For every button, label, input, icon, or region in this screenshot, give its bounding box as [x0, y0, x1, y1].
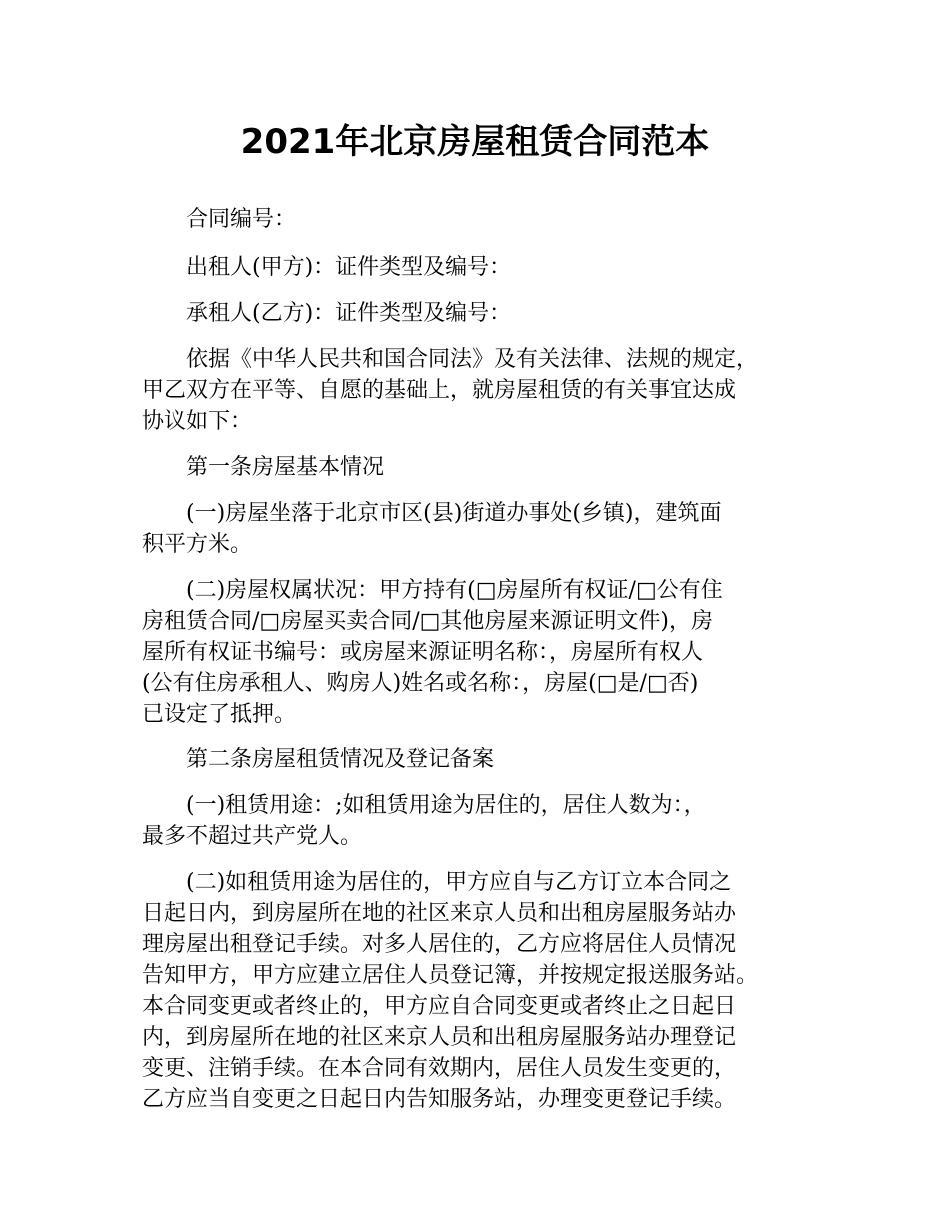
article-2-item-2-line-7: 变更、注销手续。在本合同有效期内，居住人员发生变更的， — [142, 1056, 737, 1081]
article-1-item-2-line-1: (二)房屋权属状况：甲方持有(□房屋所有权证/□公有住 — [186, 578, 723, 603]
article-1-item-2-line-4: (公有住房承租人、购房人)姓名或名称：，房屋(□是/□否) — [142, 671, 699, 696]
article-1-item-2-line-5: 已设定了抵押。 — [142, 702, 297, 727]
document-title: 2021年北京房屋租赁合同范本 — [240, 122, 710, 162]
lessee-line: 承租人(乙方)：证件类型及编号： — [186, 301, 512, 326]
article-1-item-2-line-2: 房租赁合同/□房屋买卖合同/□其他房屋来源证明文件)，房 — [142, 609, 713, 634]
article-1-item-2-line-3: 屋所有权证书编号：或房屋来源证明名称：，房屋所有权人 — [142, 640, 704, 665]
preamble-line-2: 甲乙双方在平等、自愿的基础上，就房屋租赁的有关事宜达成 — [142, 378, 737, 403]
article-2-heading: 第二条房屋租赁情况及登记备案 — [186, 747, 495, 772]
article-2-item-2-line-8: 乙方应当自变更之日起日内告知服务站，办理变更登记手续。 — [142, 1087, 737, 1112]
article-2-item-1-line-2: 最多不超过共产党人。 — [142, 824, 363, 849]
article-2-item-2-line-1: (二)如租赁用途为居住的，甲方应自与乙方订立本合同之 — [186, 870, 732, 895]
lessor-line: 出租人(甲方)：证件类型及编号： — [186, 255, 512, 280]
article-2-item-2-line-2: 日起日内，到房屋所在地的社区来京人员和出租房屋服务站办 — [142, 901, 737, 926]
article-2-item-2-line-4: 告知甲方，甲方应建立居住人员登记簿，并按规定报送服务站。 — [142, 963, 759, 988]
article-2-item-2-line-6: 内，到房屋所在地的社区来京人员和出租房屋服务站办理登记 — [142, 1025, 737, 1050]
article-2-item-1-line-1: (一)租赁用途：;如租赁用途为居住的，居住人数为：， — [186, 793, 706, 818]
article-2-item-2-line-3: 理房屋出租登记手续。对多人居住的，乙方应将居住人员情况 — [142, 932, 737, 957]
article-1-heading: 第一条房屋基本情况 — [186, 455, 385, 480]
article-1-item-1-line-1: (一)房屋坐落于北京市区(县)街道办事处(乡镇)，建筑面 — [186, 501, 722, 526]
preamble-line-1: 依据《中华人民共和国合同法》及有关法律、法规的规定， — [186, 347, 759, 372]
contract-number-line: 合同编号： — [186, 207, 297, 232]
article-1-item-1-line-2: 积平方米。 — [142, 532, 253, 557]
article-2-item-2-line-5: 本合同变更或者终止的，甲方应自合同变更或者终止之日起日 — [142, 994, 737, 1019]
preamble-line-3: 协议如下： — [142, 409, 253, 434]
